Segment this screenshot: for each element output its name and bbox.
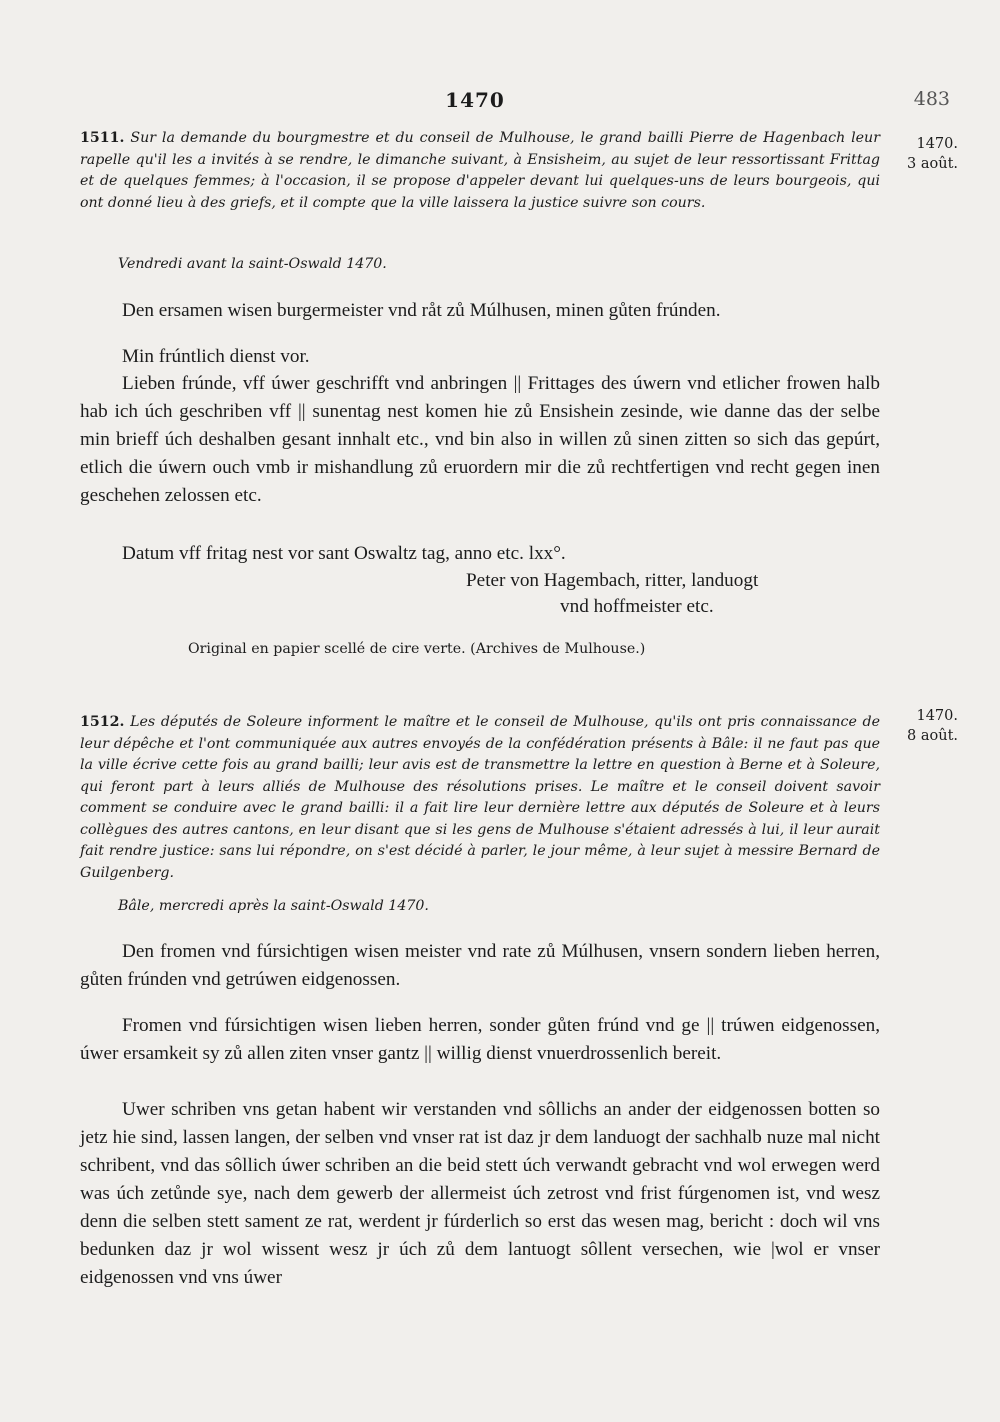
- doc-1511-summary: [80, 128, 880, 214]
- doc-1511-date-line: Vendredi avant la saint-Oswald 1470.: [118, 256, 387, 272]
- doc-1511-signature-line-2: vnd hoffmeister etc.: [560, 596, 714, 617]
- doc-1511-summary-text: Sur la demande du bourgmestre et du conseil de Mulhouse, le grand bailli Pierre de Hagenbach leur rapelle qu'il les a invités à se rendre, le dimanche suivant, à Ensisheim, au sujet de leur ressortissant Frittag et de quelques femmes; à l'occasion, il se propose d'appeler devant lui quelques-uns de leurs bourgeois, qui ont donné lieu à des griefs, et il compte que la ville laissera la justice suivre son cours.: [80, 130, 880, 211]
- doc-1511-margin-date: 3 août.: [907, 156, 958, 172]
- doc-1512-address: Den fromen vnd fúrsichtigen wisen meister vnd rate zů Múlhusen, vnsern sondern lieben herren, gůten frúnden vnd getrúwen eidgenossen.: [80, 941, 880, 990]
- doc-1511-body: Lieben frúnde, vff úwer geschrifft vnd anbringen || Frittages des úwern vnd etlicher frowen halb hab ich úch geschriben vff || sunentag nest komen hie zů Ensishein zesinde, wie danne das der selbe min brieff úch deshalben gesant innhalt etc., vnd bin also in willen zů sinen zitten so sich das gepúrt, etlich die úwern ouch vmb ir mishandlung zů eruordern mir die zů rechtfertigen vnd recht gegen inen geschehen zelossen etc.: [80, 373, 880, 506]
- doc-1512-summary-text: Les députés de Soleure informent le maître et le conseil de Mulhouse, qu'ils ont pris connaissance de leur dépêche et l'ont communiquée aux autres envoyés de la confédération présents à Bâle: il ne faut pas que la ville écrive cette fois au grand bailli; leur avis est de transmettre la lettre en question à Berne et à Soleure, qui feront part à leurs alliés de Mulhouse des résolutions prises. Le maître et le conseil doivent savoir comment se conduire avec le grand bailli: il a fait lire leur dernière lettre aux députés de Soleure et à leurs collègues des autres cantons, en leur disant que si les gens de Mulhouse s'étaient adressés à lui, il leur aurait fait rendre justice: sans lui répondre, on s'est décidé à parler, le jour même, à leur sujet à messire Bernard de Guilgenberg.: [80, 714, 880, 881]
- doc-1512-date-line: Bâle, mercredi après la saint-Oswald 1470.: [118, 898, 429, 914]
- doc-1511-dated: Datum vff fritag nest vor sant Oswaltz tag, anno etc. lxx°.: [122, 543, 566, 564]
- doc-1512-summary: [80, 712, 880, 884]
- doc-1511-original-note: Original en papier scellé de cire verte. (Archives de Mulhouse.): [188, 641, 646, 657]
- doc-1511-address: Den ersamen wisen burgermeister vnd råt zů Múlhusen, minen gůten frúnden.: [122, 300, 721, 321]
- doc-1511-signature-line-1: Peter von Hagembach, ritter, landuogt: [466, 570, 759, 591]
- doc-1512-greeting: Fromen vnd fúrsichtigen wisen lieben herren, sonder gůten frúnd vnd ge || trúwen eidgenossen, úwer ersamkeit sy zů allen ziten vnser gantz || willig dienst vnuerdrossenlich bereit.: [80, 1015, 880, 1064]
- doc-1512-body: Uwer schriben vns getan habent wir verstanden vnd sôllichs an ander der eidgenossen botten so jetz hie sind, lassen langen, der selben vnd vnser rat ist daz jr dem landuogt der sachhalb nuze mal nicht schribent, vnd das sôllich úwer schriben an die beid stett úch verwandt gebracht vnd wol erwegen werd was úch zetůnde sye, nach dem gewerb der allermeist úch zetrost vnd frist fúrgenomen ist, vnd wesz denn die selben stett sament ze rat, werdent jr fúrderlich so erst das wesen mag, bericht : doch wil vns bedunken daz jr wol wissent wesz jr úch zů dem lantuogt sôllent versechen, wie |wol er vnser eidgenossen vnd vns úwer: [80, 1099, 880, 1288]
- doc-1512-number: 1512.: [80, 714, 125, 730]
- page-header-year: 1470: [445, 88, 505, 112]
- doc-1511-number: 1511.: [80, 130, 125, 146]
- doc-1512-margin-note: [888, 706, 958, 746]
- doc-1511-margin-note: [888, 134, 958, 174]
- doc-1512-margin-date: 8 août.: [907, 728, 958, 744]
- doc-1511-margin-year: 1470.: [916, 136, 958, 152]
- page-number: 483: [913, 88, 950, 110]
- doc-1511-greeting: Min frúntlich dienst vor.: [122, 346, 310, 367]
- doc-1512-margin-year: 1470.: [916, 708, 958, 724]
